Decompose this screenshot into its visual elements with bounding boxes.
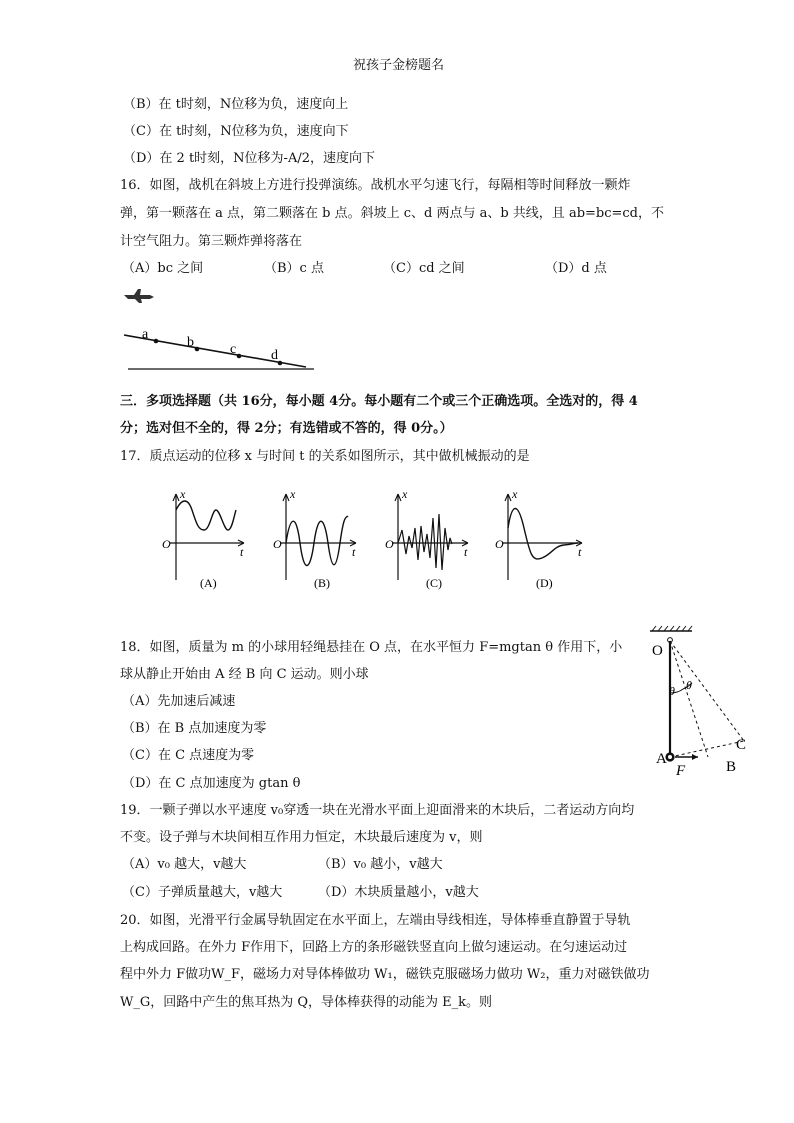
q18-text-line1: 18．如图，质量为 m 的小球用轻绳悬挂在 O 点，在水平恒力 F=mgtan θ 作用下，小 xyxy=(120,640,623,655)
q16-text-line3: 计空气阻力。第三颗炸弹将落在 xyxy=(120,234,303,249)
label-c: c xyxy=(230,342,237,357)
q19-option-c: （C）子弹质量越大，v越大 xyxy=(122,885,283,900)
svg-text:O: O xyxy=(162,537,171,551)
q19-text-line2: 不变。设子弹与木块间相互作用力恒定，木块最后速度为 v，则 xyxy=(120,830,483,845)
q16-option-a: （A）bc 之间 xyxy=(122,261,204,276)
airplane-icon xyxy=(124,289,154,303)
section3-heading-line1: 三．多项选择题（共 16分，每小题 4分。每小题有二个或三个正确选项。全选对的，得 4 xyxy=(120,394,638,409)
point-b xyxy=(195,347,200,352)
q20-text-line2: 上构成回路。在外力 F作用下，回路上方的条形磁铁竖直向上做匀速运动。在匀速运动过 xyxy=(120,940,628,955)
page-header: 祝孩子金榜题名 xyxy=(353,58,445,73)
q19-option-d: （D）木块质量越小，v越大 xyxy=(318,885,479,900)
svg-text:A: A xyxy=(656,751,667,767)
svg-text:t: t xyxy=(464,545,468,559)
q17-graph-b xyxy=(270,488,360,590)
q15-option-d: （D）在 2 t时刻，N位移为-A/2，速度向下 xyxy=(123,151,375,166)
svg-text:t: t xyxy=(240,545,244,559)
q17-graph-a xyxy=(158,488,248,590)
svg-text:θ: θ xyxy=(669,684,675,698)
q15-option-c: （C）在 t时刻，N位移为负，速度向下 xyxy=(123,124,349,139)
label-b: b xyxy=(187,335,194,350)
svg-text:F: F xyxy=(676,763,686,779)
q18-option-d: （D）在 C 点加速度为 gtan θ xyxy=(122,776,301,791)
point-c xyxy=(237,354,242,359)
q15-option-b: （B）在 t时刻，N位移为负，速度向上 xyxy=(123,97,349,112)
q16-text-line1: 16．如图，战机在斜坡上方进行投弹演练。战机水平匀速飞行，每隔相等时间释放一颗炸 xyxy=(120,178,631,193)
svg-text:(C): (C) xyxy=(426,576,442,590)
svg-text:(B): (B) xyxy=(314,576,330,590)
svg-text:O: O xyxy=(385,537,394,551)
svg-text:x: x xyxy=(180,488,186,501)
svg-text:x: x xyxy=(512,488,518,501)
q18-option-c: （C）在 C 点速度为零 xyxy=(122,748,255,763)
svg-text:O: O xyxy=(495,537,504,551)
q18-text-line2: 球从静止开始由 A 经 B 向 C 运动。则小球 xyxy=(120,667,369,682)
svg-text:(A): (A) xyxy=(200,576,217,590)
q18-option-a: （A）先加速后减速 xyxy=(122,694,236,709)
svg-text:B: B xyxy=(726,759,737,775)
label-a: a xyxy=(142,327,149,342)
q20-text-line1: 20．如图，光滑平行金属导轨固定在水平面上，左端由导线相连，导体棒垂直静置于导轨 xyxy=(120,913,631,928)
q19-option-a: （A）v₀ 越大，v越大 xyxy=(122,857,247,872)
svg-text:t: t xyxy=(578,545,582,559)
q17-text: 17．质点运动的位移 x 与时间 t 的关系如图所示，其中做机械振动的是 xyxy=(120,449,530,464)
point-d xyxy=(278,361,283,366)
q17-graph-c xyxy=(382,488,472,590)
svg-text:O: O xyxy=(652,643,663,659)
svg-text:x: x xyxy=(290,488,296,501)
svg-text:x: x xyxy=(402,488,408,501)
svg-text:t: t xyxy=(352,545,356,559)
svg-text:O: O xyxy=(273,537,282,551)
q16-option-c: （C）cd 之间 xyxy=(383,261,465,276)
q18-pendulum-figure xyxy=(636,623,786,781)
q18-option-b: （B）在 B 点加速度为零 xyxy=(122,721,267,736)
point-a xyxy=(154,339,159,344)
q16-option-b: （B）c 点 xyxy=(264,261,324,276)
q16-text-line2: 弹，第一颗落在 a 点，第二颗落在 b 点。斜坡上 c、d 两点与 a、b 共线，且 ab=bc=cd，不 xyxy=(120,206,665,221)
q19-option-b: （B）v₀ 越小，v越大 xyxy=(318,857,443,872)
svg-text:(D): (D) xyxy=(536,576,553,590)
q16-option-d: （D）d 点 xyxy=(545,261,607,276)
q17-graph-d xyxy=(494,488,586,590)
svg-text:C: C xyxy=(736,737,747,753)
svg-text:θ: θ xyxy=(686,678,692,692)
section3-heading-line2: 分；选对但不全的，得 2分；有选错或不答的，得 0分。） xyxy=(120,421,453,436)
q20-text-line4: W_G，回路中产生的焦耳热为 Q，导体棒获得的动能为 E_k。则 xyxy=(120,995,493,1010)
label-d: d xyxy=(271,348,278,363)
q16-slope-figure xyxy=(120,285,320,377)
q20-text-line3: 程中外力 F做功W_F，磁场力对导体棒做功 W₁，磁铁克服磁场力做功 W₂，重力对磁铁做功 xyxy=(120,967,650,982)
q19-text-line1: 19．一颗子弹以水平速度 v₀穿透一块在光滑水平面上迎面滑来的木块后，二者运动方向均 xyxy=(120,803,635,818)
